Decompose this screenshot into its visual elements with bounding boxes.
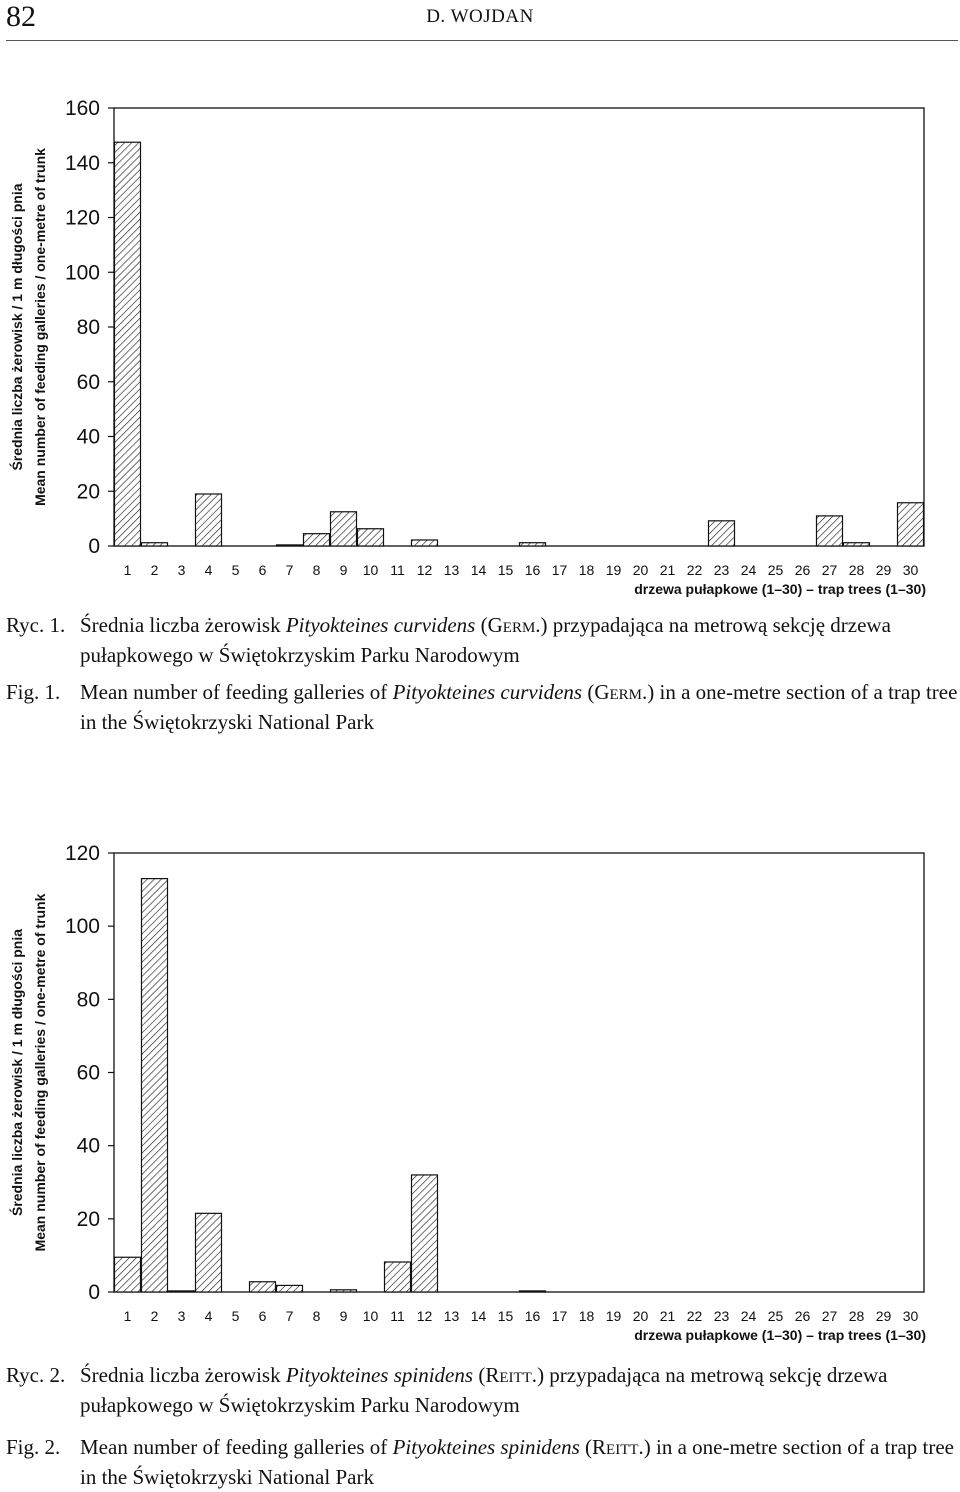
caption-text: ) in a one-metre section of a trap tree in the Świętokrzyski National Park (80, 1435, 954, 1489)
x-tick-label: 6 (258, 562, 267, 578)
x-tick-label: 16 (524, 562, 541, 578)
bar (115, 1257, 141, 1292)
y-axis-title-english: Mean number of feeding galleries / one-metre of trunk (32, 893, 48, 1252)
caption-text: ( (582, 680, 595, 704)
x-tick-label: 26 (794, 1308, 811, 1324)
caption-number: Ryc. 1. (6, 613, 66, 637)
caption-text: Mean number of feeding galleries of (80, 1435, 393, 1459)
x-tick-label: 19 (605, 1308, 622, 1324)
y-tick-label: 100 (64, 915, 100, 939)
x-tick-label: 21 (659, 562, 676, 578)
x-tick-label: 13 (443, 562, 460, 578)
bar (844, 543, 870, 546)
x-tick-label: 5 (231, 562, 240, 578)
bar (115, 142, 141, 546)
plot-area-frame (114, 108, 924, 546)
x-tick-label: 3 (177, 562, 186, 578)
bar (169, 1291, 195, 1292)
x-tick-label: 8 (312, 1308, 321, 1324)
species-author: Reitt. (592, 1435, 644, 1459)
bar (196, 494, 222, 546)
x-tick-label: 20 (632, 562, 649, 578)
x-tick-label: 25 (767, 562, 784, 578)
x-tick-label: 12 (416, 1308, 433, 1324)
x-tick-label: 8 (312, 562, 321, 578)
caption-text: ( (475, 613, 488, 637)
figure-2-bar-chart (0, 835, 960, 1355)
page-header (0, 0, 960, 42)
x-tick-label: 24 (740, 1308, 757, 1324)
y-tick-label: 40 (76, 1134, 100, 1158)
x-tick-label: 27 (821, 1308, 838, 1324)
caption-text: ( (579, 1435, 593, 1459)
x-tick-label: 4 (204, 1308, 213, 1324)
bar (277, 545, 303, 546)
x-tick-label: 19 (605, 562, 622, 578)
bar (358, 529, 384, 546)
figure-2-caption-polish (6, 1360, 958, 1420)
x-tick-label: 11 (390, 562, 405, 578)
y-tick-label: 40 (76, 425, 100, 449)
bar (709, 521, 735, 546)
x-tick-label: 14 (470, 1308, 487, 1324)
page-number: 82 (6, 0, 36, 33)
y-tick-label: 60 (76, 1061, 100, 1085)
x-tick-label: 29 (875, 562, 892, 578)
caption-text: ) in a one-metre section of a trap tree in the Świętokrzyski National Park (80, 680, 958, 734)
x-tick-label: 12 (416, 562, 433, 578)
bar (304, 534, 330, 546)
x-tick-label: 16 (524, 1308, 541, 1324)
bar (817, 516, 843, 546)
plot-area-frame (114, 853, 924, 1292)
species-author: Germ. (487, 613, 541, 637)
x-tick-label: 24 (740, 562, 757, 578)
y-tick-label: 20 (76, 1207, 100, 1231)
x-tick-label: 5 (231, 1308, 240, 1324)
bar (196, 1213, 222, 1292)
y-tick-label: 140 (64, 151, 100, 175)
x-tick-label: 25 (767, 1308, 784, 1324)
caption-number: Ryc. 2. (6, 1363, 66, 1387)
caption-text: ( (473, 1363, 486, 1387)
header-rule (6, 40, 958, 41)
x-tick-label: 17 (551, 1308, 568, 1324)
x-tick-label: 7 (285, 1308, 294, 1324)
x-tick-label: 10 (362, 1308, 379, 1324)
species-author: Germ. (594, 680, 648, 704)
bar (250, 1282, 276, 1292)
bar (331, 512, 357, 546)
x-tick-label: 13 (443, 1308, 460, 1324)
bar (385, 1262, 411, 1292)
caption-number: Fig. 1. (6, 680, 61, 704)
caption-number: Fig. 2. (6, 1435, 61, 1459)
y-tick-label: 120 (64, 842, 100, 865)
bar (412, 540, 438, 546)
y-tick-label: 0 (88, 535, 100, 558)
bar (331, 1290, 357, 1292)
x-tick-label: 15 (497, 562, 514, 578)
bar (142, 879, 168, 1292)
caption-text: Średnia liczba żerowisk (80, 1363, 286, 1387)
x-tick-label: 3 (177, 1308, 186, 1324)
x-tick-label: 17 (551, 562, 568, 578)
x-axis-title: drzewa pułapkowe (1–30) – trap trees (1–30) (634, 581, 926, 597)
caption-text: ) przypadająca na metrową sekcję drzewa pułapkowego w Świętokrzyskim Parku Narodowym (80, 1363, 888, 1417)
y-axis-title-english: Mean number of feeding galleries / one-metre of trunk (32, 148, 48, 506)
species-name: Pityokteines curvidens (392, 680, 583, 704)
x-tick-label: 22 (686, 1308, 703, 1324)
x-tick-label: 9 (339, 562, 348, 578)
x-tick-label: 26 (794, 562, 811, 578)
species-name: Pityokteines spinidens (392, 1435, 580, 1459)
x-tick-label: 7 (285, 562, 294, 578)
x-tick-label: 4 (204, 562, 213, 578)
y-axis-title-polish: Średnia liczba żerowisk / 1 m długości pnia (9, 928, 25, 1217)
bar (520, 1291, 546, 1292)
caption-text: Mean number of feeding galleries of (80, 680, 393, 704)
x-tick-label: 9 (339, 1308, 348, 1324)
bar (277, 1285, 303, 1292)
bar (520, 543, 546, 546)
bar (898, 503, 924, 546)
x-tick-label: 6 (258, 1308, 267, 1324)
running-head: D. WOJDAN (426, 6, 534, 27)
y-tick-label: 120 (64, 206, 100, 230)
x-tick-label: 21 (659, 1308, 676, 1324)
x-tick-label: 10 (362, 562, 379, 578)
x-tick-label: 11 (390, 1308, 405, 1324)
figure-1-caption-polish (6, 610, 958, 670)
x-tick-label: 22 (686, 562, 703, 578)
bar (412, 1175, 438, 1292)
y-tick-label: 20 (76, 480, 100, 504)
y-tick-label: 160 (64, 97, 100, 120)
x-tick-label: 30 (902, 562, 919, 578)
y-tick-label: 80 (76, 988, 100, 1012)
x-tick-label: 15 (497, 1308, 514, 1324)
y-tick-label: 100 (64, 261, 100, 285)
x-tick-label: 23 (713, 562, 730, 578)
x-tick-label: 18 (578, 562, 595, 578)
figure-1-bar-chart (0, 90, 960, 610)
x-tick-label: 29 (875, 1308, 892, 1324)
species-author: Reitt. (485, 1363, 538, 1387)
x-tick-label: 20 (632, 1308, 649, 1324)
x-tick-label: 23 (713, 1308, 730, 1324)
caption-text: ) przypadająca na metrową sekcję drzewa pułapkowego w Świętokrzyskim Parku Narodowym (80, 613, 891, 667)
y-tick-label: 60 (76, 370, 100, 394)
y-tick-label: 0 (88, 1281, 100, 1304)
x-tick-label: 30 (902, 1308, 919, 1324)
y-axis-title-polish: Średnia liczba żerowisk / 1 m długości pnia (9, 183, 25, 471)
x-tick-label: 27 (821, 562, 838, 578)
species-name: Pityokteines curvidens (285, 613, 476, 637)
x-tick-label: 28 (848, 1308, 865, 1324)
x-tick-label: 1 (123, 562, 132, 578)
x-tick-label: 18 (578, 1308, 595, 1324)
figure-2-caption-english (6, 1432, 958, 1492)
x-axis-title: drzewa pułapkowe (1–30) – trap trees (1–30) (634, 1327, 926, 1343)
figure-1-caption-english (6, 677, 958, 737)
y-tick-label: 80 (76, 316, 100, 339)
bar (142, 543, 168, 546)
x-tick-label: 14 (470, 562, 487, 578)
species-name: Pityokteines spinidens (285, 1363, 474, 1387)
x-tick-label: 2 (150, 562, 159, 578)
x-tick-label: 1 (123, 1308, 132, 1324)
caption-text: Średnia liczba żerowisk (80, 613, 286, 637)
x-tick-label: 28 (848, 562, 865, 578)
x-tick-label: 2 (150, 1308, 159, 1324)
